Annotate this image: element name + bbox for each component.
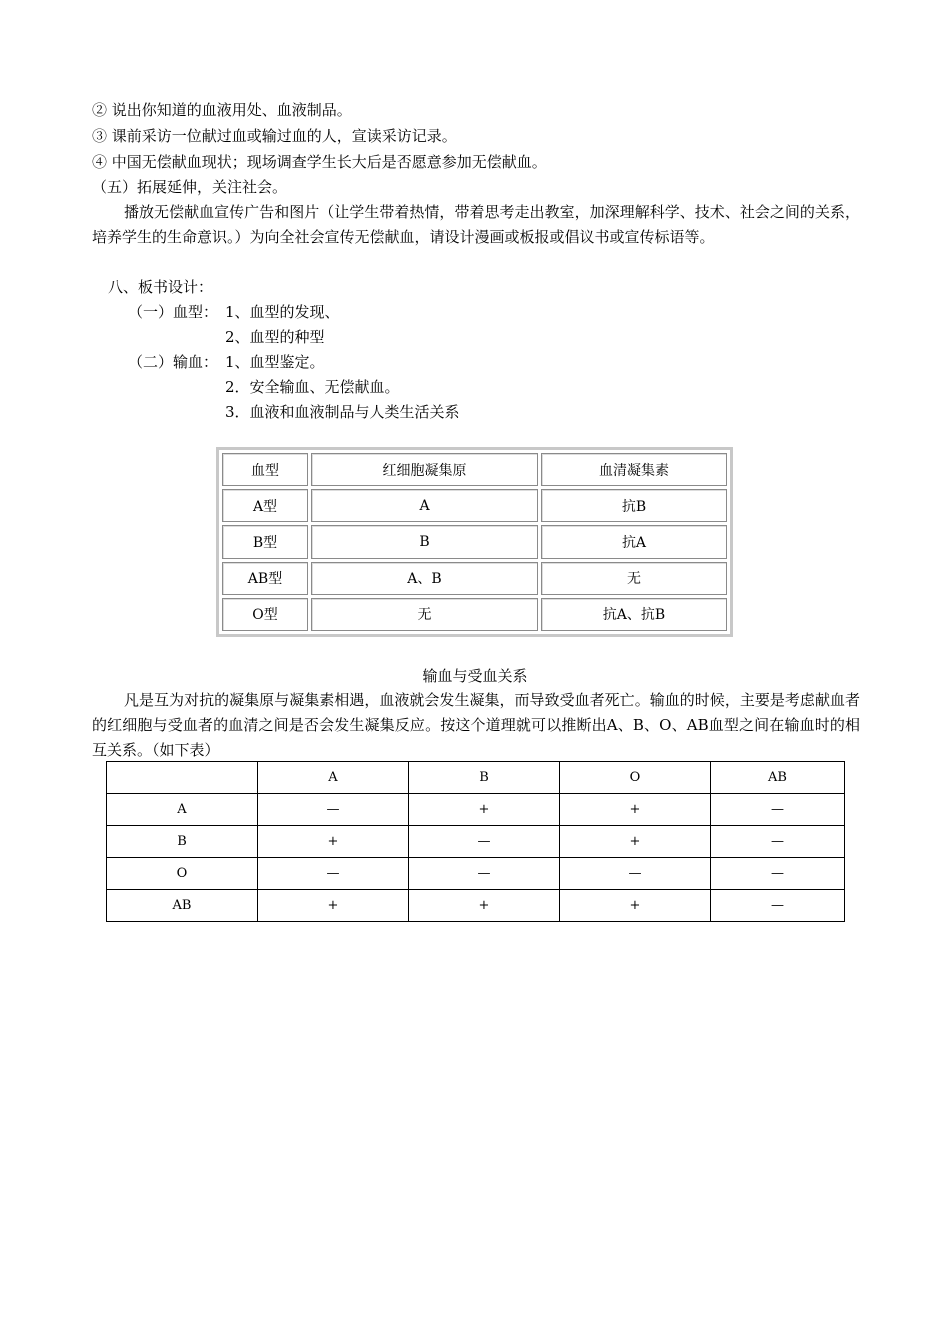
table-cell: — (711, 858, 845, 890)
table-cell: — (711, 794, 845, 826)
table-header-cell: 红细胞凝集原 (311, 453, 538, 486)
table-header-cell: AB (711, 762, 845, 794)
table-cell: + (560, 826, 711, 858)
table-cell: + (560, 794, 711, 826)
table-cell: AB型 (222, 562, 308, 595)
table-header-row (222, 453, 727, 486)
table-cell: + (258, 826, 409, 858)
table-cell: A (107, 794, 258, 826)
table-cell: B型 (222, 525, 308, 558)
table-cell: 抗B (541, 489, 727, 522)
table-cell: A型 (222, 489, 308, 522)
table-cell: + (258, 890, 409, 922)
list-item-4: ④ 中国无偿献血现状；现场调查学生长大后是否愿意参加无偿献血。 (92, 153, 547, 171)
table-header-cell (107, 762, 258, 794)
table-cell: 抗A (541, 525, 727, 558)
section-paragraph: 播放无偿献血宣传广告和图片（让学生带着热情，带着思考走出教室，加深理解科学、技术、社会之间的关系，培养学生的生命意识。）为向全社会宣传无偿献血，请设计漫画或板报或倡议书或宣传标语等。 (92, 203, 860, 246)
board-part1-item: 2、血型的种型 (225, 328, 325, 346)
table-cell: O型 (222, 598, 308, 631)
table-cell: B (107, 826, 258, 858)
table-header-cell: 血型 (222, 453, 308, 486)
table-cell: O (107, 858, 258, 890)
table-cell: 抗A、抗B (541, 598, 727, 631)
table-cell: — (409, 858, 560, 890)
table-cell: — (711, 890, 845, 922)
table-cell: — (560, 858, 711, 890)
transfusion-paragraph: 凡是互为对抗的凝集原与凝集素相遇，血液就会发生凝集，而导致受血者死亡。输血的时候，主要是考虑献血者的红细胞与受血者的血清之间是否会发生凝集反应。按这个道理就可以推断出A、B、O、AB血型之间在输血时的相互关系。（如下表） (92, 691, 860, 759)
board-part2-label: （二）输血： (128, 353, 219, 371)
list-item-3: ③ 课前采访一位献过血或输过血的人，宣读采访记录。 (92, 127, 457, 145)
table-cell: AB (107, 890, 258, 922)
table-cell: + (409, 794, 560, 826)
table-row (107, 890, 845, 922)
table-cell: A (311, 489, 538, 522)
table-row (107, 858, 845, 890)
blood-type-table (216, 447, 733, 637)
table-cell: — (258, 794, 409, 826)
list-item-2: ② 说出你知道的血液用处、血液制品。 (92, 101, 352, 119)
table-row (222, 598, 727, 631)
board-part1-item: 1、血型的发现、 (225, 303, 340, 321)
transfusion-table (106, 761, 845, 922)
table-row (222, 489, 727, 522)
board-part2-item: 3．血液和血液制品与人类生活关系 (225, 403, 460, 421)
table-header-row (107, 762, 845, 794)
table-cell: A、B (311, 562, 538, 595)
table-row (107, 794, 845, 826)
table-cell: 无 (311, 598, 538, 631)
table-header-cell: B (409, 762, 560, 794)
table-cell: 无 (541, 562, 727, 595)
board-heading: 八、板书设计： (108, 278, 214, 296)
table-header-cell: A (258, 762, 409, 794)
table-cell: B (311, 525, 538, 558)
board-part2-item: 2．安全输血、无偿献血。 (225, 378, 400, 396)
table-cell: + (409, 890, 560, 922)
board-part2-item: 1、血型鉴定。 (225, 353, 325, 371)
table-caption: 输血与受血关系 (422, 667, 528, 685)
section-heading: （五）拓展延伸，关注社会。 (92, 178, 288, 196)
table-cell: + (560, 890, 711, 922)
table-row (222, 562, 727, 595)
table-cell: — (409, 826, 560, 858)
table-header-cell: O (560, 762, 711, 794)
table-row (222, 525, 727, 558)
table-cell: — (711, 826, 845, 858)
table-header-cell: 血清凝集素 (541, 453, 727, 486)
table-row (107, 826, 845, 858)
table-cell: — (258, 858, 409, 890)
board-part1-label: （一）血型： (128, 303, 219, 321)
